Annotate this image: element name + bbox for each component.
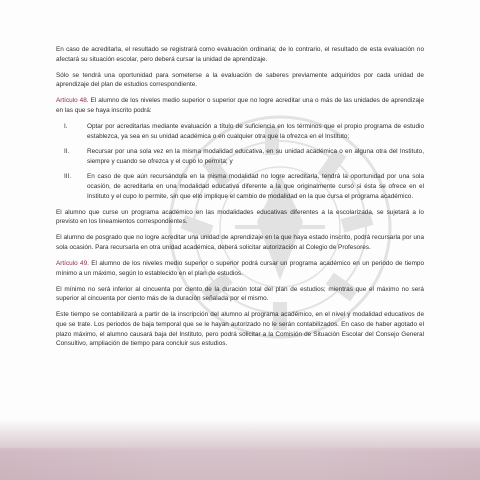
- list-item-text: En caso de que aún recursándola en la misma modalidad no logre acreditarla, tendrá la oportunidad por una sola ocasión, de acreditarla en una modalidad educativa diferente a la que originalmente cursó si ésta se ofrece en el Instituto y el cupo lo permite, sin que ello implique el cambio de modalidad en la que cursa el programa académico.: [87, 173, 424, 200]
- footer-shade: [0, 448, 480, 480]
- document-body: [56, 45, 424, 355]
- list-item: [56, 122, 424, 141]
- paragraph-6: Este tiempo se contabilizará a partir de la inscripción del alumno al programa académico, en el nivel y modalidad educativos de que se trate. Los periodos de baja temporal que se le hayan autorizado no le serán contabilizados. En caso de haber agotado el plazo máximo, el alumno causará baja del Instituto, pero podrá solicitar a la Comisión de Situación Escolar del Consejo General Consultivo, ampliación de tiempo para concluir sus estudios.: [56, 311, 424, 348]
- article-48-text: El alumno de los niveles medio superior o superior que no logre acreditar una o más de las unidades de aprendizaje en las que se haya inscrito podrá:: [56, 97, 424, 114]
- list-item: [56, 147, 424, 166]
- paragraph-4: El alumno de posgrado que no logre acreditar una unidad de aprendizaje en la que haya estado inscrito, podrá recursarla por una sola ocasión. Para recursarla en otra unidad académica, deberá solicitar autorización al Colegio de Profesores.: [56, 234, 424, 251]
- list-item: [56, 172, 424, 201]
- article-48-label: Artículo 48.: [56, 97, 89, 105]
- article-49-text: El alumno de los niveles medio superior o superior podrá cursar un programa académico en un periodo de tiempo mínimo a un máximo, según lo establecido en el plan de estudios.: [56, 260, 424, 277]
- article-48-list: [56, 122, 424, 201]
- article-49-label: Artículo 49.: [56, 260, 89, 268]
- list-item-text: Optar por acreditarlas mediante evaluación a título de suficiencia en los términos que el propio programa de estudio establezca, ya sea en su unidad académica o en cualquier otra que la ofrezca en el Instituto;: [87, 123, 424, 140]
- list-item-text: Recursar por una sola vez en la misma modalidad educativa, en su unidad académica o en alguna otra del Instituto, siempre y cuando se ofrezca y el cupo lo permita; y: [87, 148, 424, 165]
- list-numeral: I.: [64, 123, 68, 131]
- list-numeral: II.: [64, 148, 70, 156]
- paragraph-2: Sólo se tendrá una oportunidad para someterse a la evaluación de saberes previamente adquiridos por cada unidad de aprendizaje del plan de estudios correspondiente.: [56, 71, 424, 89]
- paragraph-1: En caso de acreditarla, el resultado se registrará como evaluación ordinaria; de lo contrario, el resultado de esta evaluación no afectará su situación escolar, pero deberá cursar la unidad de aprendizaje.: [56, 46, 424, 63]
- paragraph-3: El alumno que curse un programa académico en las modalidades educativas diferentes a la escolarizada, se sujetará a lo previsto en los lineamientos correspondientes.: [56, 208, 424, 226]
- article-49-paragraph: [56, 259, 424, 278]
- paragraph-5: El mínimo no será inferior al cincuenta por ciento de la duración total del plan de estudios; mientras que el máximo no será superior al cincuenta por ciento más de la duración señalada por el mismo.: [56, 285, 424, 303]
- article-48-paragraph: [56, 96, 424, 115]
- list-numeral: III.: [64, 173, 72, 181]
